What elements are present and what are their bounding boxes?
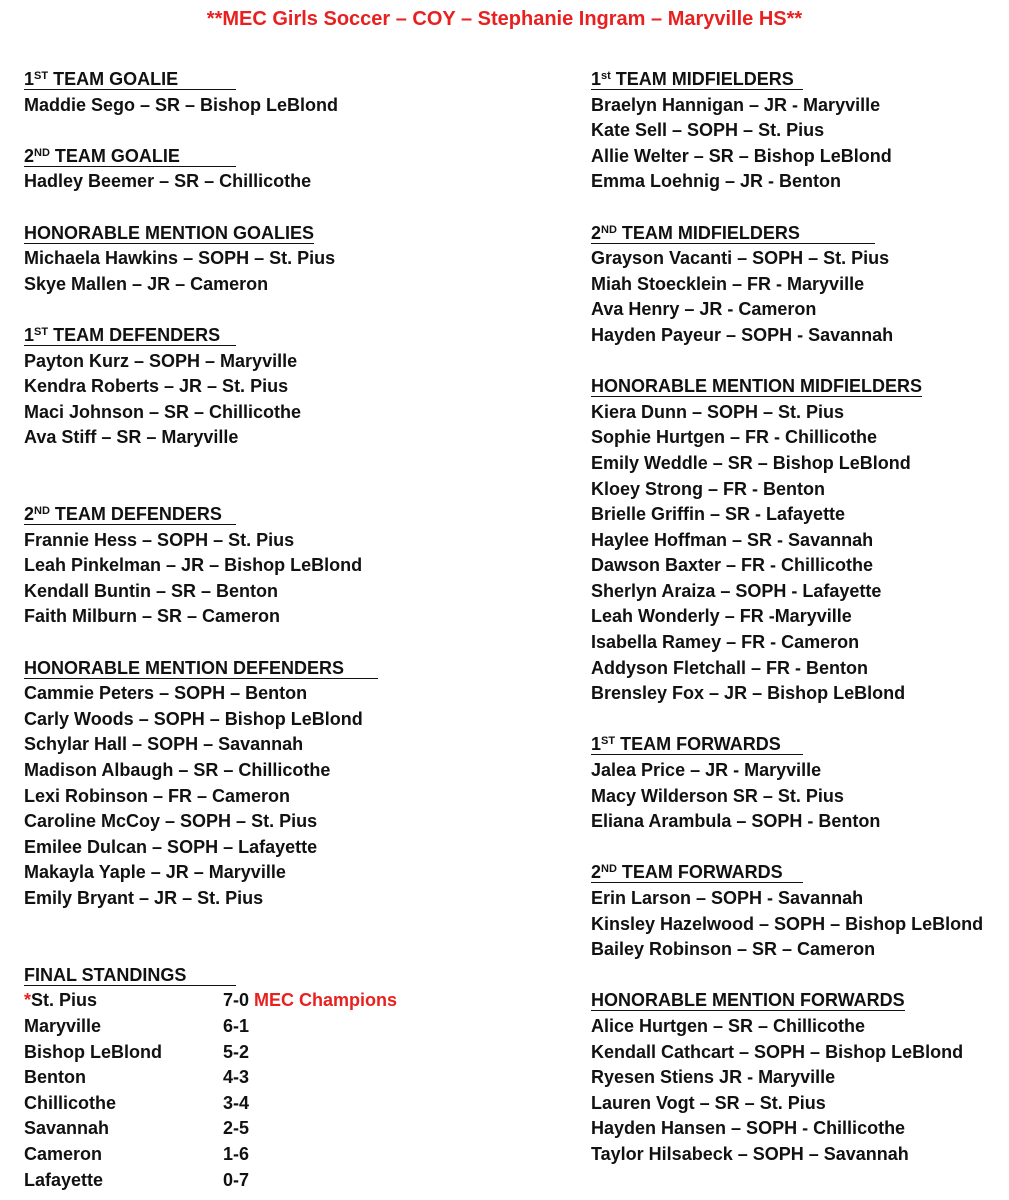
player-line: Payton Kurz – SOPH – Maryville (24, 350, 298, 371)
standings-row (24, 1168, 564, 1194)
player-line: Emily Bryant – JR – St. Pius (24, 888, 264, 908)
section-heading: 2ND TEAM DEFENDERS (24, 502, 564, 528)
team-record: 5-2 (223, 1041, 250, 1062)
section-heading: 2ND TEAM FORWARDS (591, 860, 1001, 886)
player-line: Skye Mallen – JR – Cameron (24, 273, 269, 294)
player-line: Taylor Hilsabeck – SOPH – Savannah (591, 1143, 909, 1164)
player-line: Sophie Hurtgen – FR - Chillicothe (591, 427, 878, 448)
player-line: Emily Weddle – SR – Bishop LeBlond (591, 452, 911, 473)
standings-row (24, 1142, 564, 1168)
team-name: Cameron (24, 1143, 103, 1164)
team-name: Bishop LeBlond (24, 1041, 162, 1062)
player-line: Emma Loehnig – JR - Benton (591, 171, 842, 192)
player-line: Maddie Sego – SR – Bishop LeBlond (24, 94, 339, 115)
team-record: 3-4 (223, 1092, 250, 1113)
player-line: Caroline McCoy – SOPH – St. Pius (24, 811, 318, 832)
player-line: Hadley Beemer – SR – Chillicothe (24, 171, 312, 192)
standings-row (24, 1065, 564, 1091)
second-team-forwards-section (591, 860, 1001, 962)
player-line: Grayson Vacanti – SOPH – St. Pius (591, 248, 890, 269)
team-name: Chillicothe (24, 1092, 117, 1113)
second-team-goalie-section (24, 144, 564, 195)
player-line: Schylar Hall – SOPH – Savannah (24, 734, 304, 755)
standings-row (24, 1091, 564, 1117)
section-heading: 1st TEAM MIDFIELDERS (591, 67, 1001, 93)
team-name: Savannah (24, 1118, 110, 1139)
player-line: Sherlyn Araiza – SOPH - Lafayette (591, 580, 882, 601)
section-heading: 1ST TEAM FORWARDS (591, 732, 1001, 758)
player-line: Isabella Ramey – FR - Cameron (591, 632, 860, 653)
player-line: Ava Henry – JR - Cameron (591, 299, 817, 320)
second-team-midfielders-section (591, 221, 1001, 349)
section-heading: HONORABLE MENTION MIDFIELDERS (591, 376, 922, 397)
player-line: Allie Welter – SR – Bishop LeBlond (591, 145, 892, 166)
section-heading: HONORABLE MENTION FORWARDS (591, 990, 905, 1011)
player-line: Erin Larson – SOPH - Savannah (591, 888, 864, 908)
player-line: Kate Sell – SOPH – St. Pius (591, 120, 825, 141)
team-record: 7-0 (223, 990, 250, 1011)
player-line: Macy Wilderson SR – St. Pius (591, 785, 844, 806)
player-line: Emilee Dulcan – SOPH – Lafayette (24, 836, 318, 857)
player-line: Carly Woods – SOPH – Bishop LeBlond (24, 708, 363, 729)
first-team-goalie-section (24, 67, 564, 118)
champion-star: * (24, 990, 32, 1011)
player-line: Ava Stiff – SR – Maryville (24, 427, 239, 448)
honorable-mention-forwards-section (591, 988, 1001, 1167)
standings-row (24, 1040, 564, 1066)
right-column (591, 67, 1001, 1168)
team-record: 4-3 (223, 1067, 250, 1088)
section-heading: HONORABLE MENTION GOALIES (24, 222, 315, 243)
player-line: Kinsley Hazelwood – SOPH – Bishop LeBlond (591, 913, 984, 934)
player-line: Lexi Robinson – FR – Cameron (24, 785, 291, 806)
section-heading: 2ND TEAM GOALIE (24, 144, 564, 170)
player-line: Faith Milburn – SR – Cameron (24, 606, 281, 627)
first-team-midfielders-section (591, 67, 1001, 195)
team-name: St. Pius (31, 990, 98, 1011)
final-standings-section (24, 963, 564, 1193)
player-line: Lauren Vogt – SR – St. Pius (591, 1092, 826, 1113)
player-line: Dawson Baxter – FR - Chillicothe (591, 555, 874, 576)
player-line: Brensley Fox – JR – Bishop LeBlond (591, 683, 906, 704)
player-line: Makayla Yaple – JR – Maryville (24, 862, 286, 883)
champion-note: MEC Champions (254, 990, 398, 1011)
player-line: Frannie Hess – SOPH – St. Pius (24, 529, 295, 550)
second-team-defenders-section (24, 502, 564, 630)
team-name: Benton (24, 1067, 86, 1088)
team-record: 1-6 (223, 1143, 250, 1164)
section-heading: FINAL STANDINGS (24, 963, 564, 989)
team-name: Maryville (24, 1015, 102, 1036)
left-column (24, 67, 564, 1193)
player-line: Addyson Fletchall – FR - Benton (591, 657, 869, 678)
honorable-mention-midfielders-section (591, 374, 1001, 707)
player-line: Hayden Payeur – SOPH - Savannah (591, 324, 894, 345)
honorable-mention-defenders-section (24, 656, 564, 912)
player-line: Brielle Griffin – SR - Lafayette (591, 504, 846, 525)
section-heading: HONORABLE MENTION DEFENDERS (24, 656, 564, 682)
page-title: **MEC Girls Soccer – COY – Stephanie Ingram – Maryville HS** (206, 8, 803, 30)
first-team-defenders-section (24, 323, 564, 451)
player-line: Maci Johnson – SR – Chillicothe (24, 401, 302, 422)
team-record: 2-5 (223, 1118, 250, 1139)
player-line: Ryesen Stiens JR - Maryville (591, 1067, 836, 1088)
player-line: Kendall Cathcart – SOPH – Bishop LeBlond (591, 1041, 964, 1062)
player-line: Madison Albaugh – SR – Chillicothe (24, 760, 331, 781)
team-record: 6-1 (223, 1015, 250, 1036)
player-line: Michaela Hawkins – SOPH – St. Pius (24, 248, 336, 269)
team-name: Lafayette (24, 1169, 104, 1190)
player-line: Braelyn Hannigan – JR - Maryville (591, 94, 881, 115)
player-line: Cammie Peters – SOPH – Benton (24, 683, 308, 704)
honorable-mention-goalies-section (24, 221, 564, 298)
first-team-forwards-section (591, 732, 1001, 834)
standings-row (24, 1116, 564, 1142)
section-heading: 2ND TEAM MIDFIELDERS (591, 221, 1001, 247)
player-line: Bailey Robinson – SR – Cameron (591, 939, 876, 960)
section-heading: 1ST TEAM GOALIE (24, 67, 564, 93)
player-line: Haylee Hoffman – SR - Savannah (591, 529, 874, 550)
player-line: Alice Hurtgen – SR – Chillicothe (591, 1015, 866, 1036)
section-heading: 1ST TEAM DEFENDERS (24, 323, 564, 349)
player-line: Kendra Roberts – JR – St. Pius (24, 376, 289, 397)
player-line: Leah Pinkelman – JR – Bishop LeBlond (24, 555, 363, 576)
player-line: Leah Wonderly – FR -Maryville (591, 606, 852, 627)
player-line: Kloey Strong – FR - Benton (591, 478, 825, 499)
player-line: Eliana Arambula – SOPH - Benton (591, 811, 881, 832)
player-line: Kendall Buntin – SR – Benton (24, 580, 279, 601)
player-line: Hayden Hansen – SOPH - Chillicothe (591, 1118, 906, 1139)
standings-row (24, 988, 564, 1014)
player-line: Jalea Price – JR - Maryville (591, 760, 822, 781)
player-line: Kiera Dunn – SOPH – St. Pius (591, 401, 845, 422)
player-line: Miah Stoecklein – FR - Maryville (591, 273, 865, 294)
team-record: 0-7 (223, 1169, 250, 1190)
standings-row (24, 1014, 564, 1040)
